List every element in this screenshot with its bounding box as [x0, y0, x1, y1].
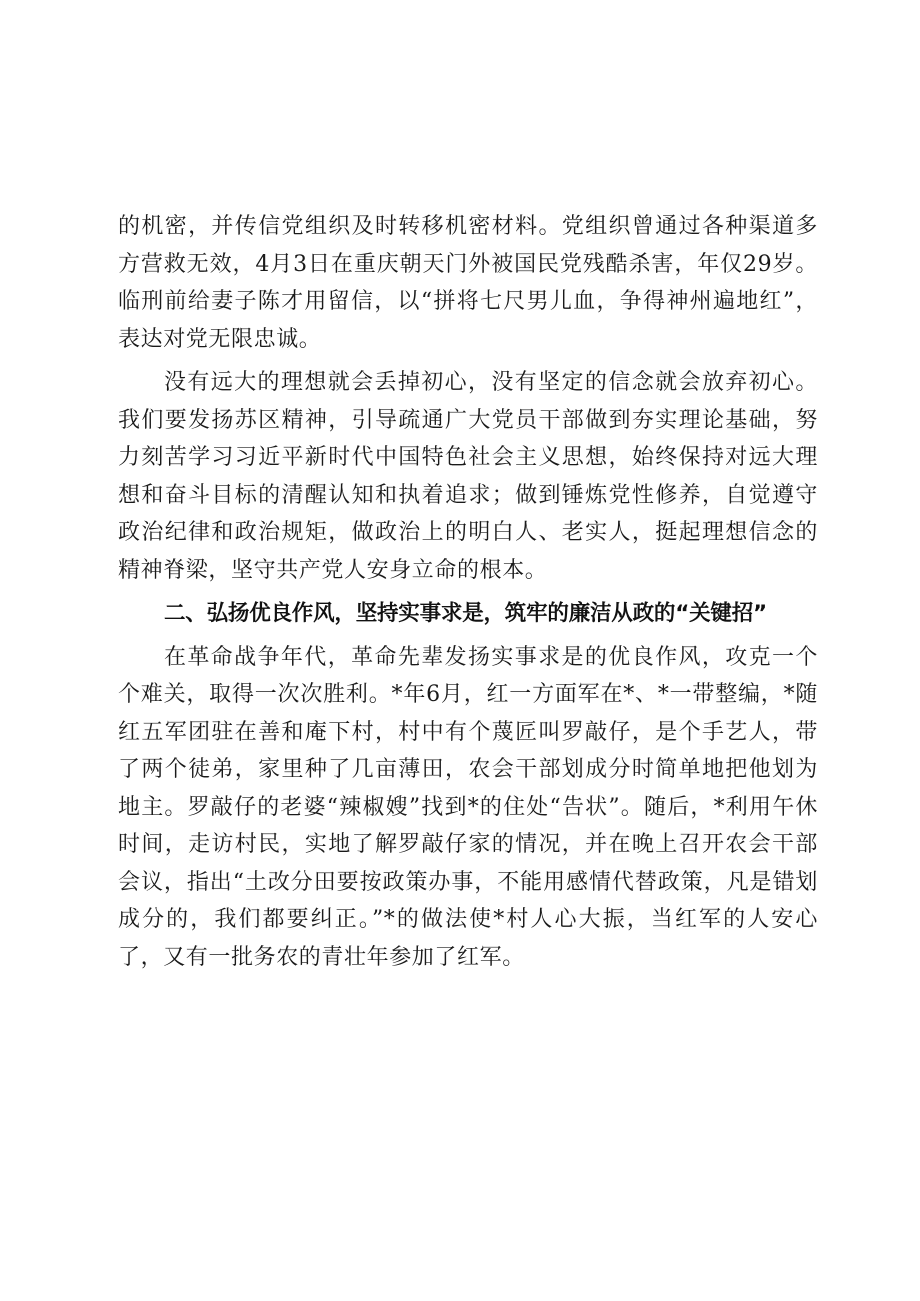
document-body — [118, 208, 818, 976]
section-heading: 二、弘扬优良作风，坚持实事求是，筑牢的廉洁从政的“关键招” — [164, 601, 767, 626]
paragraph-ideals: 没有远大的理想就会丢掉初心，没有坚定的信念就会放弃初心。我们要发扬苏区精神，引导疏通广大党员干部做到夯实理论基础，努力刻苦学习习近平新时代中国特色社会主义思想，始终保持对远大理想和奋斗目标的清醒认知和执着追求；做到锤炼党性修养，自觉遵守政治纪律和政治规矩，做政治上的明白人、老实人，挺起理想信念的精神脊梁，坚守共产党人安身立命的根本。 — [118, 370, 818, 583]
paragraph-history: 在革命战争年代，革命先辈发扬实事求是的优良作风，攻克一个个难关，取得一次次胜利。*年6月，红一方面军在*、*一带整编，*随红五军团驻在善和庵下村，村中有个蔑匠叫罗敲仔，是个手艺人，带了两个徒弟，家里种了几亩薄田，农会干部划成分时简单地把他划为地主。罗敲仔的老婆“辣椒嫂”找到*的住处“告状”。随后，*利用午休时间，走访村民，实地了解罗敲仔家的情况，并在晚上召开农会干部会议，指出“土改分田要按政策办事，不能用感情代替政策，凡是错划成分的，我们都要纠正。”*的做法使*村人心大振，当红军的人安心了，又有一批务农的青壮年参加了红军。 — [118, 644, 818, 970]
paragraph-continuation: 的机密，并传信党组织及时转移机密材料。党组织曾通过各种渠道多方营救无效，4月3日在重庆朝天门外被国民党残酷杀害，年仅29岁。临刑前给妻子陈才用留信，以“拼将七尺男儿血，争得神州遍地红”，表达对党无限忠诚。 — [118, 214, 818, 352]
